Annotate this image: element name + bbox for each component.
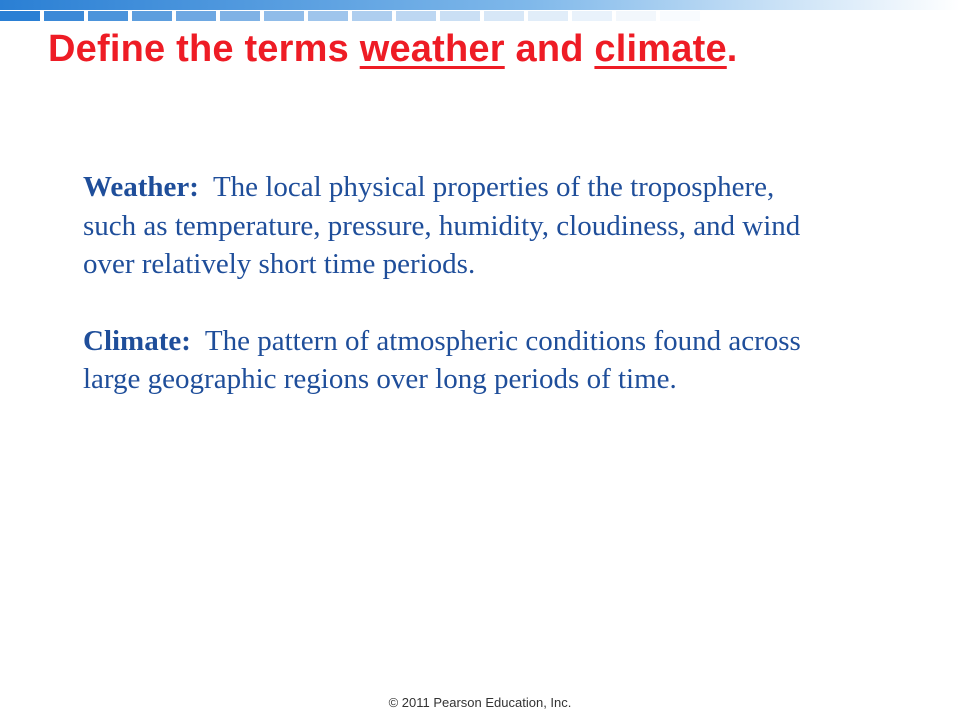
slide-title <box>48 28 738 71</box>
copyright-notice: © 2011 Pearson Education, Inc. <box>388 695 572 710</box>
title-prefix: Define the terms <box>48 28 360 70</box>
title-suffix: . <box>726 28 738 70</box>
definition-climate <box>83 322 823 399</box>
definition-term: Weather: <box>83 171 199 203</box>
definition-text: The local physical properties of the troposphere, such as temperature, pressure, humidity, cloudiness, and wind over relatively short time periods. <box>83 171 801 280</box>
definition-term: Climate: <box>83 324 191 357</box>
title-term-climate: climate <box>594 28 727 70</box>
title-middle: and <box>504 28 595 70</box>
decorative-top-banner <box>0 0 960 22</box>
definition-text: The pattern of atmospheric conditions found across large geographic regions over long periods of time. <box>83 324 801 395</box>
definitions-block <box>83 168 823 399</box>
definition-weather <box>83 168 823 284</box>
title-term-weather: weather <box>359 28 505 70</box>
